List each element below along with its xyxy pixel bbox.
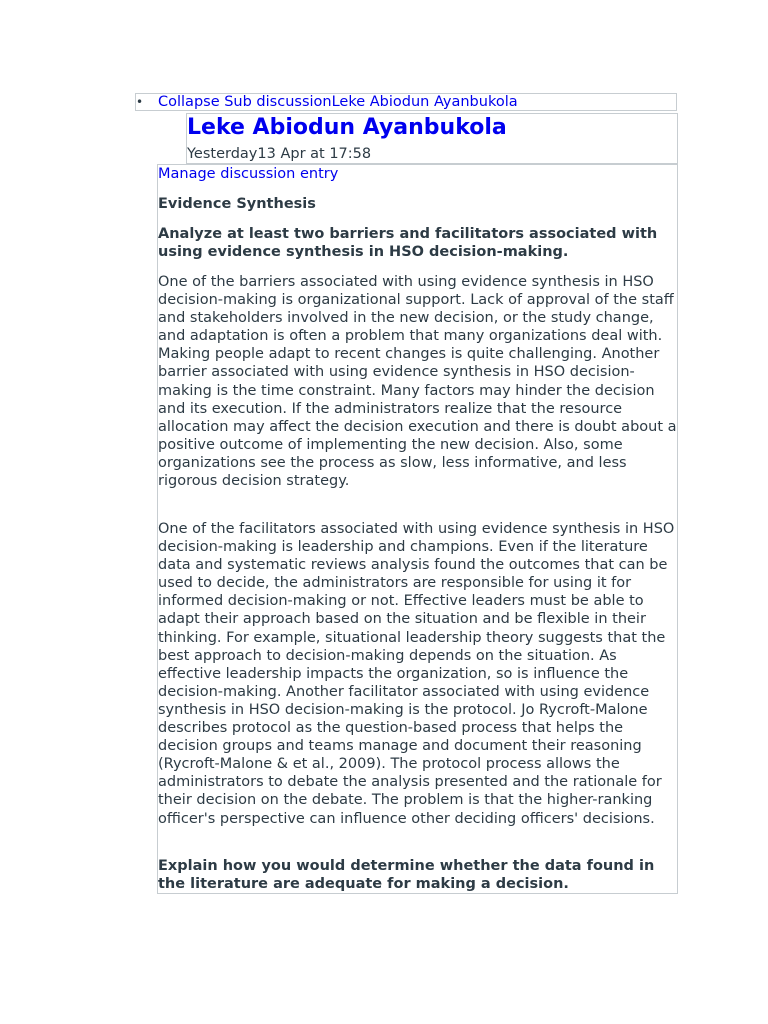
author-name-link[interactable]: Leke Abiodun Ayanbukola <box>187 115 507 140</box>
thread-toggle-bar <box>135 93 677 111</box>
manage-discussion-entry-link[interactable]: Manage discussion entry <box>158 166 339 182</box>
question-heading-1: Analyze at least two barriers and facilitators associated with using evidence synthesis in HSO decision-making. <box>158 226 658 261</box>
bullet-icon: • <box>136 95 144 109</box>
section-title: Evidence Synthesis <box>158 196 316 212</box>
body-paragraph-2: One of the facilitators associated with using evidence synthesis in HSO decision-making is leadership and champions. Even if the literature data and systematic reviews analysis found the outcomes that can be used to decide, the administrators are responsible for using it for informed decision-making or not. Effective leaders must be able to adapt their approach based on the situation and be flexible in their thinking. For example, situational leadership theory suggests that the best approach to decision-making depends on the situation. As effective leadership impacts the organization, so is influence the decision-making. Another facilitator associated with using evidence synthesis in HSO decision-making is the protocol. Jo Rycroft-Malone describes protocol as the question-based process that helps the decision groups and teams manage and document their reasoning (Rycroft-Malone & et al., 2009). The protocol process allows the administrators to debate the analysis presented and the rationale for their decision on the debate. The problem is that the higher-ranking officer's perspective can influence other deciding officers' decisions. <box>158 521 675 827</box>
entry-content <box>157 164 678 894</box>
question-heading-2: Explain how you would determine whether the data found in the literature are adequate for making a decision. <box>158 858 655 893</box>
entry-header <box>186 113 678 164</box>
entry-timestamp: Yesterday13 Apr at 17:58 <box>187 146 372 162</box>
collapse-sub-discussion-link[interactable]: Collapse Sub discussionLeke Abiodun Ayanbukola <box>158 94 518 110</box>
body-paragraph-1: One of the barriers associated with using evidence synthesis in HSO decision-making is organizational support. Lack of approval of the staff and stakeholders involved in the new decision, or the study change, and adaptation is often a problem that many organizations deal with. Making people adapt to recent changes is quite challenging. Another barrier associated with using evidence synthesis in HSO decision-making is the time constraint. Many factors may hinder the decision and its execution. If the administrators realize that the resource allocation may affect the decision execution and there is doubt about a positive outcome of implementing the new decision. Also, some organizations see the process as slow, less informative, and less rigorous decision strategy. <box>158 274 677 490</box>
